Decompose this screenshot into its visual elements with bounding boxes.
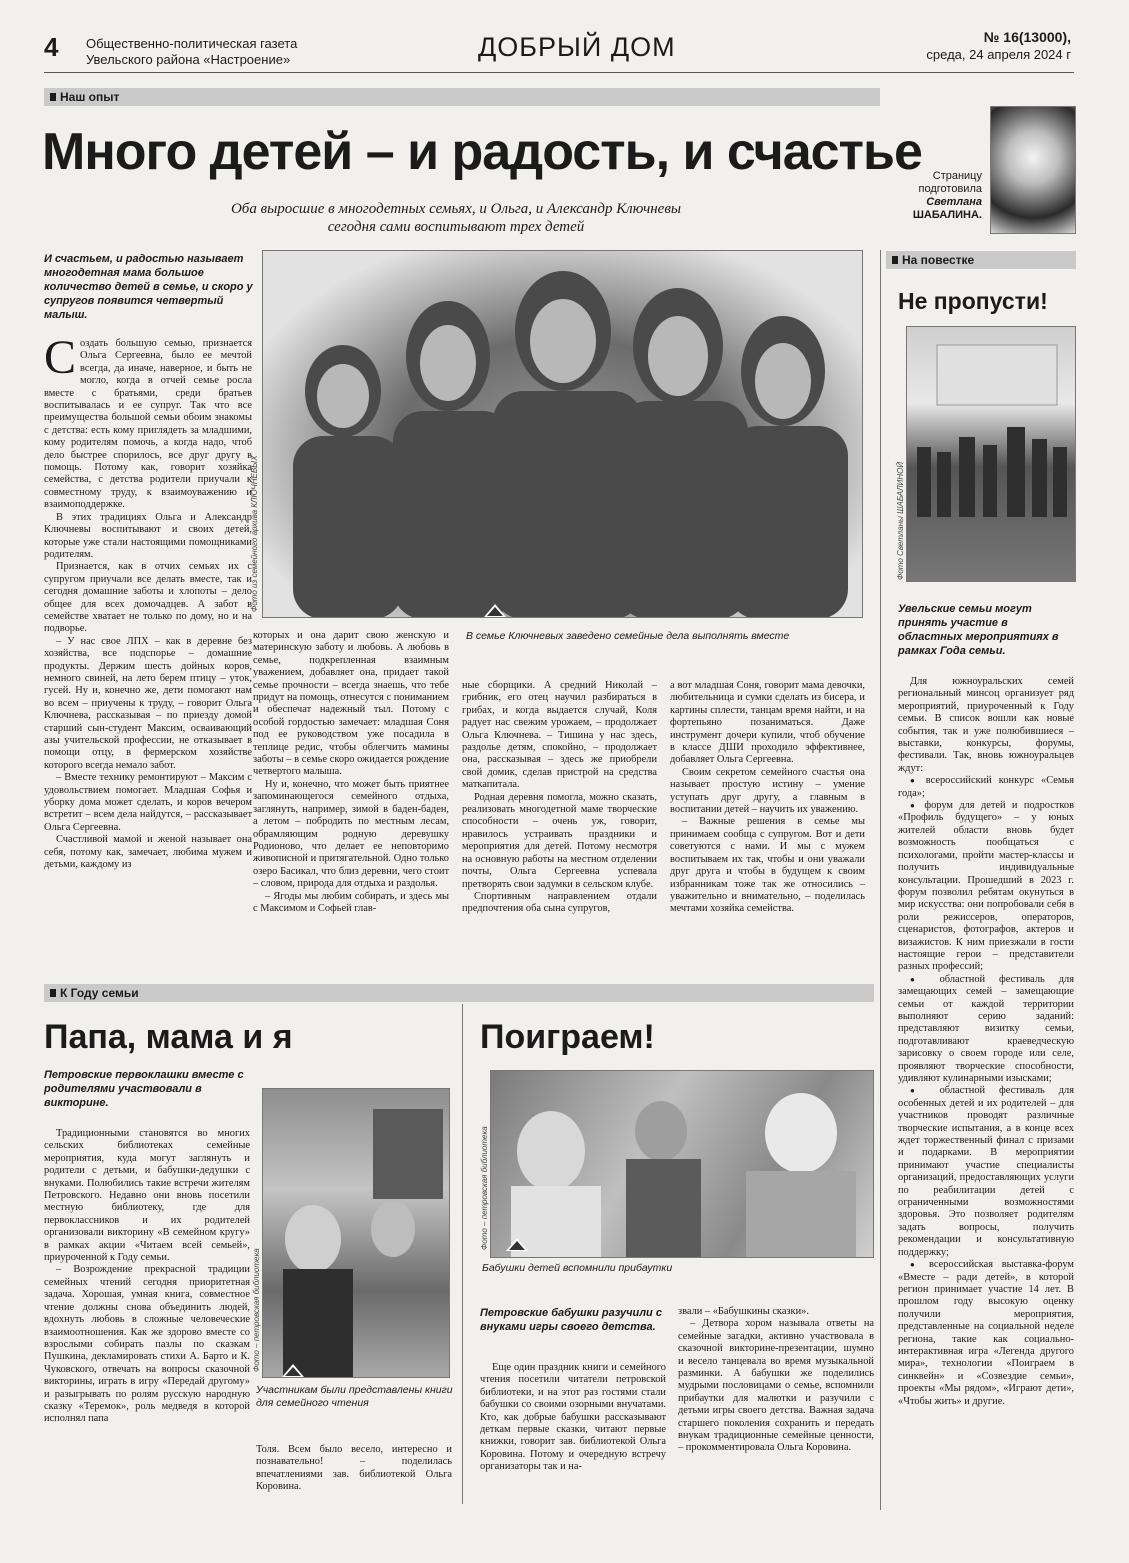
poigraem-photo: [490, 1070, 874, 1258]
sidebar-paragraph: Для южноуральских семей региональный минсоц организует ряд мероприятий, приуроченный к Году семьи. В список вошли как новые события, так и уже полюбившиеся – выставки, конкурсы, форумы, фестивали. Так, вновь южноуральцев ждут:: [898, 676, 1074, 774]
deck-line1: Оба выросшие в многодетных семьях, и Ольга, и Александр Ключневы: [230, 201, 682, 217]
poigraem-column-2: [678, 1306, 874, 1504]
papa-mama-paragraph: Традиционными становятся во многих сельских библиотеках семейные мероприятия, куда могут заглянуть и родители с детьми, и бабушки-дедушки с внуками. Полюбились такие встречи жителям Петровского. Недавно они вновь посетили местную библиотеку, где для первоклассников и их родителей организовали викторину «В семейном кругу» в рамках акции «Читаем всей семьей», приуроченной к Году семьи.: [44, 1128, 250, 1264]
poigraem-paragraph: – Детвора хором называла ответы на семейные загадки, активно участвовала в сказочной викторине-презентации, шумно и весело танцевала во время музыкальной разминки. А бабушки же поделились мудрыми пословицами о семье, вспомнили прибаутки для малютки и разучили с детьми игры своего детства. Важная задача старшего поколения сохранить и передать внукам традиционные семейные ценности, – прокомментировала Ольга Коровина.: [678, 1318, 874, 1454]
papa-mama-headline: Папа, мама и я: [44, 1018, 293, 1056]
family-photo-caption: В семье Ключневых заведено семейные дела выполнять вместе: [466, 630, 790, 642]
poigraem-column-1: [480, 1362, 666, 1504]
col2-paragraph: Ну и, конечно, что может быть приятнее запоминающегося семейного отдыха, заглянуть, например, зимой в баден-баден, а летом – побродить по местным лесам, обрамляющим родную деревушку Родионово, что делает ее неповторимо живописной и притягательной. Одно только озеро Басикал, что близ деревни, чего стоит – словом, природа для отдыха и раздолья.: [253, 778, 449, 890]
deck-line2: сегодня сами воспитывают трех детей: [327, 219, 585, 235]
col3-paragraph: Спортивным направлением отдали предпочтения оба сына супругов,: [462, 890, 657, 915]
col1-paragraph: Признается, как в отчих семьях их с супругом приучали все делать вместе, так и сегодня домашние заботы и хлопоты – дело общее для всех домочадцев. А забот в семействе хватает не только по дому, но и на подворье.: [44, 561, 252, 635]
col1-paragraph: В этих традициях Ольга и Александр Ключневы воспитывают и своих детей, которые уже стали настоящими помощниками родителям.: [44, 511, 252, 560]
col1-paragraph: – Вместе технику ремонтируют – Максим с удовольствием помогает. Младшая Софья и уборку дома может сделать, и коров вечером встретит – всем дела найдутся, – рассказывает Ольга Сергеевна.: [44, 772, 252, 833]
photo-marker-icon: [484, 604, 506, 617]
sidebar-bullet: ● областной фестиваль для замещающих семей – замещающие семьи от каждой территории выполняют серию заданий: представляют визитку семьи, подготавливают краеведческую зарисовку о своем городе или селе, проявляют творческие способности, удивляют кулинарными изысками;: [898, 974, 1074, 1086]
paper-name-line2: Увельского района «Настроение»: [86, 52, 291, 67]
col3-paragraph: Родная деревня помогла, можно сказать, реализовать многодетной маме творческие способности – очень уж, говорит, нравилось устраивать праздники и мероприятия для детей. Потому несмотря на основную работы на местном отделении почты, Ольга Сергеевна успевала претворять свои задумки в сельском клубе.: [462, 791, 657, 890]
papa-mama-column-2: [256, 1444, 452, 1504]
col4-paragraph: – Важные решения в семье мы принимаем сообща с супругом. Вот и дети советуются с нами. И мы с мужем воспитываем их так, чтобы и они уважали друг друга и чтобы в будущем к своим избранникам тоже так же относились – уважительно и внимательно, – поделилась мечтами хозяйка семейства.: [670, 816, 865, 915]
papa-mama-photo: [262, 1088, 450, 1378]
sidebar-divider: [880, 250, 881, 1510]
author-last-name: ШАБАЛИНА.: [912, 209, 982, 221]
main-column-3: [462, 680, 657, 960]
col1-paragraph: Счастливой мамой и женой называет она себя, потому как, замечает, любима мужем и детьми, каждому из: [44, 834, 252, 871]
issue-number: № 16(13000),: [983, 29, 1071, 45]
papa-mama-paragraph: Толя. Всем было весело, интересно и познавательно! – поделилась впечатлениями зав. библиотекой Ольга Коровина.: [256, 1444, 452, 1493]
sidebar-lead: Увельские семьи могут принять участие в областных мероприятиях в рамках Года семьи.: [898, 603, 1059, 657]
papa-mama-photo-caption: Участникам были представлены книги для семейного чтения: [256, 1384, 453, 1409]
author-portrait: [990, 106, 1076, 234]
papa-mama-lead: Петровские первоклашки вместе с родителями участвовали в викторине.: [44, 1069, 244, 1109]
sidebar-bullet: ● форум для детей и подростков «Профиль будущего» – у юных жителей области вновь будет возможность пообщаться с психологами, пройти мастер-классы и получить индивидуальные консультации. Прошедший в 2023 г. форум позволил ребятам окунуться в мир искусства: они попробовали себя в роли режиссеров, операторов, сценаристов, фотографов, актеров и визажистов. К ним приезжали в гости настоящие герои – представители разных профессий;: [898, 800, 1074, 974]
papa-mama-paragraph: – Возрождение прекрасной традиции семейных чтений сегодня приоритетная задача. Хорошая, умная книга, совместное чтение должны снова объединить людей, вдохнуть любовь в сложные человеческие взаимоотношения. Как же здорово вместе со взрослыми собирать пазлы по сказкам Пушкина, декламировать стихи А. Барто и К. Чуковского, отвечать на вопросы сказочной викторины, играть в игру «Передай другому» и разыгрывать по ролям русскую народную сказку «Теремок», роль медведя в которой исполнял папа: [44, 1264, 250, 1425]
col2-paragraph: – Ягоды мы любим собирать, и здесь мы с Максимом и Софьей глав-: [253, 890, 449, 914]
sidebar-photo-credit: Фото Светланы ШАБАЛИНОЙ: [896, 461, 905, 580]
main-headline: Много детей – и радость, и счастье: [42, 123, 922, 181]
section-masthead: ДОБРЫЙ ДОМ: [478, 32, 676, 62]
sidebar-headline: Не пропусти!: [898, 288, 1048, 314]
dropcap: С: [44, 338, 77, 384]
poigraem-paragraph: Еще один праздник книги и семейного чтения посетили читатели петровской библиотеки, и на этот раз гостями стали бабушки со своими озорными внучатами. Кто, как добрые бабушки рассказывают деткам первые сказки, читают первые книжки, говорит зав. библиотекой Ольга Коровина. Потому и очередную встречу организаторы так и на-: [480, 1362, 666, 1473]
sidebar-photo: [906, 326, 1076, 582]
rubric-year-of-family: К Году семьи: [44, 984, 874, 1002]
header-rule: [44, 72, 1074, 73]
page-number: 4: [44, 32, 59, 62]
poigraem-paragraph: звали – «Бабушкины сказки».: [678, 1306, 809, 1317]
poigraem-photo-credit: Фото – петровская библиотека: [480, 1126, 489, 1250]
col1-paragraph: оздать большую семью, признается Ольга Сергеевна, было ее мечтой всегда, да иначе, наверное, и быть не могло, когда в отчей семье росла вместе с братьями, среди братьев воспитывалась и ее супруг. Так что все преимущества большой семьи обоим знакомы с детства: есть кому приглядеть за младшими, кому родителям помочь, а когда надо, чтоб дело быстрее спорилось, все друг другу в помощь. Потому как, говорит хозяйка семейства, с детства родители приучали к совместному труду, к взаимоуважению и взаимоподдержке.: [44, 338, 252, 511]
main-column-1: [44, 338, 252, 958]
col4-paragraph: Своим секретом семейного счастья она называет простую истину – умение уступать друг другу, а главным в воспитании детей – научить их уважению.: [670, 766, 865, 816]
poigraem-photo-figures: [491, 1071, 874, 1258]
poigraem-headline: Поиграем!: [480, 1018, 655, 1056]
rubric-our-experience: Наш опыт: [44, 88, 880, 106]
main-column-2: [253, 630, 449, 960]
papa-mama-photo-figures: [263, 1089, 450, 1378]
issue-info: [926, 29, 1071, 63]
col2-paragraph: которых и она дарит свою женскую и материнскую заботу и любовь. А любовь в семье, подкрепленная взаимным уважением, добавляет она, придает такой семье прочности – всегда знаешь, что тебе придут на помощь, отнесутся с пониманием и обеспечат надежный тыл. Потому с особой гордостью замечает: младшая Соня под ее руководством уже посадила в теплице редис, чтобы облегчить мамины заботы – в семье скоро ожидается рождение четвертого малыша.: [253, 630, 449, 778]
bottom-divider: [462, 1004, 463, 1504]
papa-mama-photo-credit: Фото – петровская библиотека: [252, 1248, 261, 1372]
col3-paragraph: ные сборщики. А средний Николай – грибник, его отец научил разбираться в грибах, и когда выдается случай, Коля радует нас свежим урожаем, – продолжает Ольга Ключнева. – Тишина у нас здесь, раздолье детям, спокойно, – продолжает она, рассказывая – здесь же приобрели свой домик, сделав пристрой на средства маткапитала.: [462, 680, 657, 791]
photo-marker-icon: [282, 1364, 304, 1377]
author-line1: Страницу: [932, 170, 982, 182]
family-photo: [262, 250, 863, 618]
author-first-name: Светлана: [926, 196, 982, 208]
poigraem-lead: Петровские бабушки разучили с внуками игры своего детства.: [480, 1307, 662, 1333]
author-line2: подготовила: [918, 183, 982, 195]
paper-name-line1: Общественно-политическая газета: [86, 36, 298, 51]
sidebar-bullet: ● областной фестиваль для особенных детей и их родителей – для участников проводят различные творческие испытания, а в конце всех ждет торжественный финал с призами и подарками. В мероприятии принимают участие специалисты организаций, предоставляющих услуги по реабилитации детей с ограниченными возможностями здоровья. Это позволяет родителям задать вопросы, получить рекомендации и консультативную поддержку;: [898, 1085, 1074, 1259]
sidebar-photo-figures: [907, 327, 1076, 582]
photo-marker-icon: [506, 1238, 528, 1251]
sidebar-text: [898, 676, 1074, 1506]
main-deck: [196, 200, 716, 236]
main-lead: И счастьем, и радостью называет многодетная мама большое количество детей в семье, и скоро у супругов появится четвертый малыш.: [44, 253, 253, 321]
main-column-4: [670, 680, 865, 960]
family-photo-figures: [263, 251, 863, 618]
issue-date: среда, 24 апреля 2024 г: [926, 47, 1071, 62]
poigraem-photo-caption: Бабушки детей вспомнили прибаутки: [482, 1262, 673, 1274]
sidebar-bullet: ● всероссийская выставка-форум «Вместе – ради детей», в которой регион принимает участие 14 лет. В прошлом году высокую оценку получили мероприятия, представленные на социальной неделе региона, такие как социально-интерактивная игра «Легенда другого мира», технологии «Поиграем в синквейн» и «Созвездие семьи», проекты «Мы рядом», «Играют дети», «Чтобы жить» и другие.: [898, 1259, 1074, 1408]
col1-paragraph: – У нас свое ЛПХ – как в деревне без хозяйства, все подспорье – домашние продукты. Держим шесть дойных коров, немного свиней, на лето берем птицу – уток, гусей. Ну и, конечно же, дети помогают нам во всем – приучены к труду, – говорит Ольга Ключнева, рассказывая – по приезду домой старший сын-студент Максим, осваивающий азы учительской профессии, не отказывает в помощи отцу, в фермерском хозяйстве которого всегда немало забот.: [44, 635, 252, 771]
family-photo-credit: Фото из семейного архива КЛЮЧНЕВЫХ: [250, 455, 259, 612]
col4-paragraph: а вот младшая Соня, говорит мама девочки, любительница и сумки сделать из бисера, и картины сплести, танцам время найти, и на фортепьяно позаниматься. Даже инструмент дочери купили, чтоб обучение в классе ДШИ проходило эффективнее, добавляет Ольга Сергеевна.: [670, 680, 865, 766]
author-credit: [890, 170, 982, 222]
sidebar-bullet: ● всероссийский конкурс «Семья года»;: [898, 775, 1074, 800]
rubric-agenda: На повестке: [886, 251, 1076, 269]
papa-mama-column-1: [44, 1128, 250, 1500]
